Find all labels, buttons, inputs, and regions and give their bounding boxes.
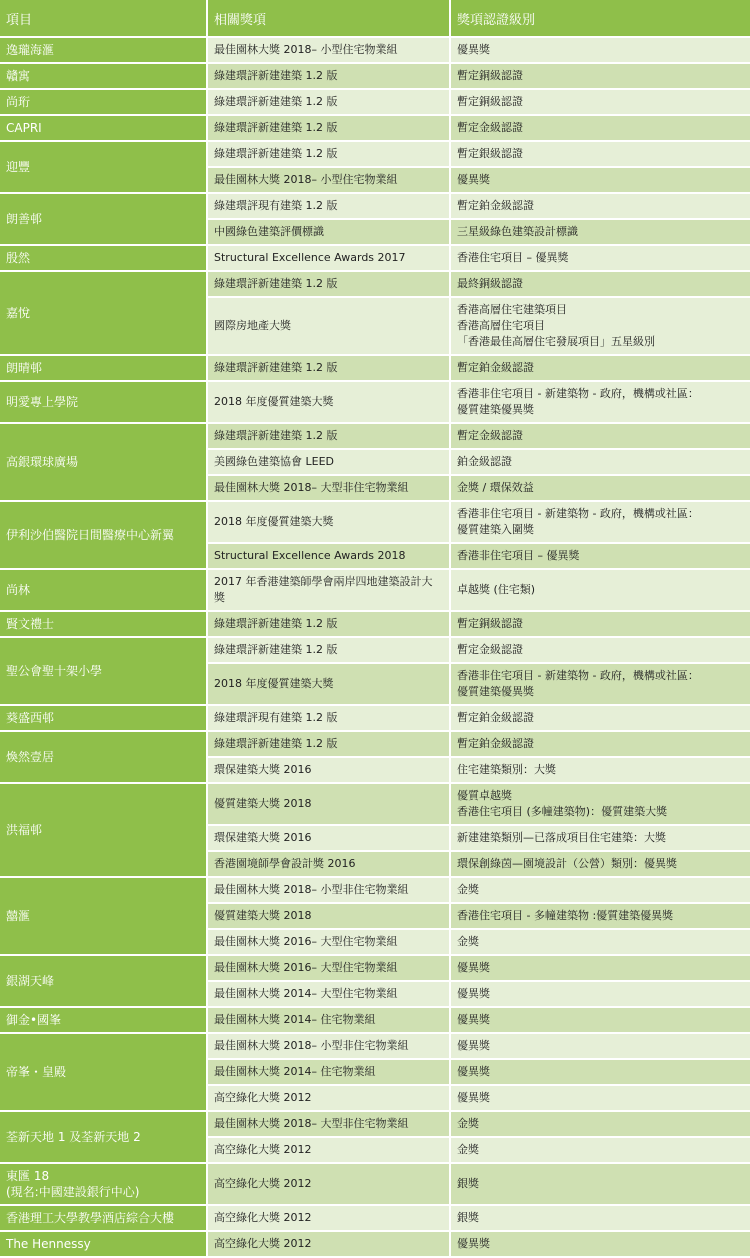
award-level: 香港非住宅項目 - 新建築物 - 政府，機構或社區： 優質建築入圍獎 bbox=[451, 502, 750, 544]
award-name: 香港園境師學會設計獎 2016 bbox=[208, 852, 451, 878]
project-name: 尚珩 bbox=[0, 90, 208, 116]
award-level: 三星級綠色建築設計標識 bbox=[451, 220, 750, 246]
table-row bbox=[0, 246, 750, 272]
award-level: 優異獎 bbox=[451, 1060, 750, 1086]
award-name: 2017 年香港建築師學會兩岸四地建築設計大獎 bbox=[208, 570, 451, 612]
header-project: 項目 bbox=[0, 0, 208, 38]
table-row bbox=[0, 706, 750, 732]
award-name: 優質建築大獎 2018 bbox=[208, 784, 451, 826]
award-name: 綠建環評新建建築 1.2 版 bbox=[208, 612, 451, 638]
award-name: 綠建環評新建建築 1.2 版 bbox=[208, 638, 451, 664]
award-level: 環保創綠茵—園境設計（公營）類別：優異獎 bbox=[451, 852, 750, 878]
project-name: 高銀環球廣場 bbox=[0, 424, 208, 502]
table-header bbox=[0, 0, 750, 38]
award-level: 卓越獎 (住宅類) bbox=[451, 570, 750, 612]
table-row bbox=[0, 194, 750, 220]
award-level: 優異獎 bbox=[451, 1008, 750, 1034]
project-name: 帝峯・皇殿 bbox=[0, 1034, 208, 1112]
table-row bbox=[0, 272, 750, 298]
award-level: 金獎 bbox=[451, 1138, 750, 1164]
award-level: 香港住宅項目 - 多幢建築物 :優質建築優異獎 bbox=[451, 904, 750, 930]
table-row bbox=[0, 732, 750, 758]
award-name: 最佳園林大獎 2018– 大型非住宅物業組 bbox=[208, 1112, 451, 1138]
table-row bbox=[0, 570, 750, 612]
award-name: 高空綠化大獎 2012 bbox=[208, 1138, 451, 1164]
award-name: 2018 年度優質建築大獎 bbox=[208, 502, 451, 544]
award-level: 優質卓越獎 香港住宅項目 (多幢建築物)：優質建築大獎 bbox=[451, 784, 750, 826]
award-name: Structural Excellence Awards 2017 bbox=[208, 246, 451, 272]
award-name: Structural Excellence Awards 2018 bbox=[208, 544, 451, 570]
project-name: 荃新天地 1 及荃新天地 2 bbox=[0, 1112, 208, 1164]
award-name: 中國綠色建築評價標識 bbox=[208, 220, 451, 246]
award-level: 優異獎 bbox=[451, 38, 750, 64]
award-level: 暫定鉑金級認證 bbox=[451, 706, 750, 732]
award-level: 金獎 / 環保效益 bbox=[451, 476, 750, 502]
award-level: 暫定鉑金級認證 bbox=[451, 356, 750, 382]
table-row bbox=[0, 1112, 750, 1138]
project-name: 逸瓏海滙 bbox=[0, 38, 208, 64]
award-name: 綠建環評新建建築 1.2 版 bbox=[208, 116, 451, 142]
award-level: 金獎 bbox=[451, 1112, 750, 1138]
award-name: 2018 年度優質建築大獎 bbox=[208, 382, 451, 424]
award-name: 最佳園林大獎 2018– 小型非住宅物業組 bbox=[208, 1034, 451, 1060]
table-row bbox=[0, 502, 750, 544]
table-row bbox=[0, 784, 750, 826]
award-level: 新建建築類別—已落成項目住宅建築：大獎 bbox=[451, 826, 750, 852]
table-row bbox=[0, 38, 750, 64]
table-row bbox=[0, 142, 750, 168]
award-level: 優異獎 bbox=[451, 956, 750, 982]
project-name: 聖公會聖十架小學 bbox=[0, 638, 208, 706]
award-name: 最佳園林大獎 2016– 大型住宅物業組 bbox=[208, 930, 451, 956]
table-row bbox=[0, 878, 750, 904]
award-level: 暫定銅級認證 bbox=[451, 90, 750, 116]
award-level: 銀獎 bbox=[451, 1164, 750, 1206]
award-level: 住宅建築類別：大獎 bbox=[451, 758, 750, 784]
table-row bbox=[0, 116, 750, 142]
project-name: 朗善邨 bbox=[0, 194, 208, 246]
award-level: 優異獎 bbox=[451, 982, 750, 1008]
award-name: 綠建環評新建建築 1.2 版 bbox=[208, 272, 451, 298]
award-name: 最佳園林大獎 2018– 小型住宅物業組 bbox=[208, 168, 451, 194]
award-name: 最佳園林大獎 2018– 小型住宅物業組 bbox=[208, 38, 451, 64]
project-name: CAPRI bbox=[0, 116, 208, 142]
award-name: 綠建環評新建建築 1.2 版 bbox=[208, 64, 451, 90]
project-name: 葵盛西邨 bbox=[0, 706, 208, 732]
award-level: 最終銅級認證 bbox=[451, 272, 750, 298]
award-name: 環保建築大獎 2016 bbox=[208, 826, 451, 852]
award-name: 高空綠化大獎 2012 bbox=[208, 1164, 451, 1206]
award-level: 暫定鉑金級認證 bbox=[451, 732, 750, 758]
award-name: 最佳園林大獎 2018– 小型非住宅物業組 bbox=[208, 878, 451, 904]
award-level: 暫定鉑金級認證 bbox=[451, 194, 750, 220]
award-name: 綠建環評新建建築 1.2 版 bbox=[208, 142, 451, 168]
project-name: 殷然 bbox=[0, 246, 208, 272]
award-level: 金獎 bbox=[451, 930, 750, 956]
award-level: 暫定銅級認證 bbox=[451, 612, 750, 638]
award-name: 最佳園林大獎 2018– 大型非住宅物業組 bbox=[208, 476, 451, 502]
award-level: 香港非住宅項目 – 優異獎 bbox=[451, 544, 750, 570]
table-row bbox=[0, 612, 750, 638]
award-name: 美國綠色建築協會 LEED bbox=[208, 450, 451, 476]
award-name: 最佳園林大獎 2014– 住宅物業組 bbox=[208, 1008, 451, 1034]
award-name: 綠建環評新建建築 1.2 版 bbox=[208, 424, 451, 450]
award-name: 最佳園林大獎 2016– 大型住宅物業組 bbox=[208, 956, 451, 982]
award-level: 暫定金級認證 bbox=[451, 116, 750, 142]
award-name: 2018 年度優質建築大獎 bbox=[208, 664, 451, 706]
project-name: 贛寓 bbox=[0, 64, 208, 90]
table-row bbox=[0, 1034, 750, 1060]
table-row bbox=[0, 956, 750, 982]
award-level: 暫定金級認證 bbox=[451, 424, 750, 450]
project-name: 御金•國峯 bbox=[0, 1008, 208, 1034]
award-level: 金獎 bbox=[451, 878, 750, 904]
header-award: 相關獎項 bbox=[208, 0, 451, 38]
project-name: 煥然壹居 bbox=[0, 732, 208, 784]
project-name: 囍滙 bbox=[0, 878, 208, 956]
award-name: 優質建築大獎 2018 bbox=[208, 904, 451, 930]
project-name: 銀湖天峰 bbox=[0, 956, 208, 1008]
project-name: 賢文禮士 bbox=[0, 612, 208, 638]
table-row bbox=[0, 424, 750, 450]
award-level: 優異獎 bbox=[451, 1232, 750, 1258]
award-level: 暫定銀級認證 bbox=[451, 142, 750, 168]
award-name: 綠建環評新建建築 1.2 版 bbox=[208, 90, 451, 116]
project-name: 香港理工大學教學酒店綜合大樓 bbox=[0, 1206, 208, 1232]
table-row bbox=[0, 90, 750, 116]
award-level: 暫定金級認證 bbox=[451, 638, 750, 664]
table-row bbox=[0, 64, 750, 90]
award-name: 最佳園林大獎 2014– 大型住宅物業組 bbox=[208, 982, 451, 1008]
table-row bbox=[0, 1008, 750, 1034]
award-name: 綠建環評新建建築 1.2 版 bbox=[208, 356, 451, 382]
award-name: 高空綠化大獎 2012 bbox=[208, 1232, 451, 1258]
award-name: 高空綠化大獎 2012 bbox=[208, 1206, 451, 1232]
table-row bbox=[0, 356, 750, 382]
project-name: 伊利沙伯醫院日間醫療中心新翼 bbox=[0, 502, 208, 570]
award-level: 優異獎 bbox=[451, 1034, 750, 1060]
header-level: 獎項認證級別 bbox=[451, 0, 750, 38]
award-level: 銀獎 bbox=[451, 1206, 750, 1232]
award-level: 優異獎 bbox=[451, 168, 750, 194]
table-row bbox=[0, 382, 750, 424]
award-level: 鉑金級認證 bbox=[451, 450, 750, 476]
project-name: 朗晴邨 bbox=[0, 356, 208, 382]
award-name: 綠建環評新建建築 1.2 版 bbox=[208, 732, 451, 758]
project-name: 尚林 bbox=[0, 570, 208, 612]
award-name: 綠建環評現有建築 1.2 版 bbox=[208, 194, 451, 220]
project-name: 明愛專上學院 bbox=[0, 382, 208, 424]
table-row bbox=[0, 638, 750, 664]
table-row bbox=[0, 1206, 750, 1232]
award-level: 香港高層住宅建築項目 香港高層住宅項目 「香港最佳高層住宅發展項目」五星級別 bbox=[451, 298, 750, 356]
project-name: 迎豐 bbox=[0, 142, 208, 194]
award-name: 環保建築大獎 2016 bbox=[208, 758, 451, 784]
table-row bbox=[0, 1232, 750, 1258]
award-name: 綠建環評現有建築 1.2 版 bbox=[208, 706, 451, 732]
award-level: 香港非住宅項目 - 新建築物 - 政府，機構或社區： 優質建築優異獎 bbox=[451, 382, 750, 424]
award-name: 最佳園林大獎 2014– 住宅物業組 bbox=[208, 1060, 451, 1086]
project-name: 嘉悅 bbox=[0, 272, 208, 356]
project-name: The Hennessy bbox=[0, 1232, 208, 1258]
award-level: 暫定銅級認證 bbox=[451, 64, 750, 90]
award-name: 高空綠化大獎 2012 bbox=[208, 1086, 451, 1112]
award-level: 香港住宅項目 – 優異獎 bbox=[451, 246, 750, 272]
project-name: 東匯 18 (現名:中國建設銀行中心) bbox=[0, 1164, 208, 1206]
project-name: 洪福邨 bbox=[0, 784, 208, 878]
table-row bbox=[0, 1164, 750, 1206]
table-body bbox=[0, 38, 750, 1258]
award-name: 國際房地產大獎 bbox=[208, 298, 451, 356]
award-level: 優異獎 bbox=[451, 1086, 750, 1112]
award-level: 香港非住宅項目 - 新建築物 - 政府，機構或社區： 優質建築優異獎 bbox=[451, 664, 750, 706]
